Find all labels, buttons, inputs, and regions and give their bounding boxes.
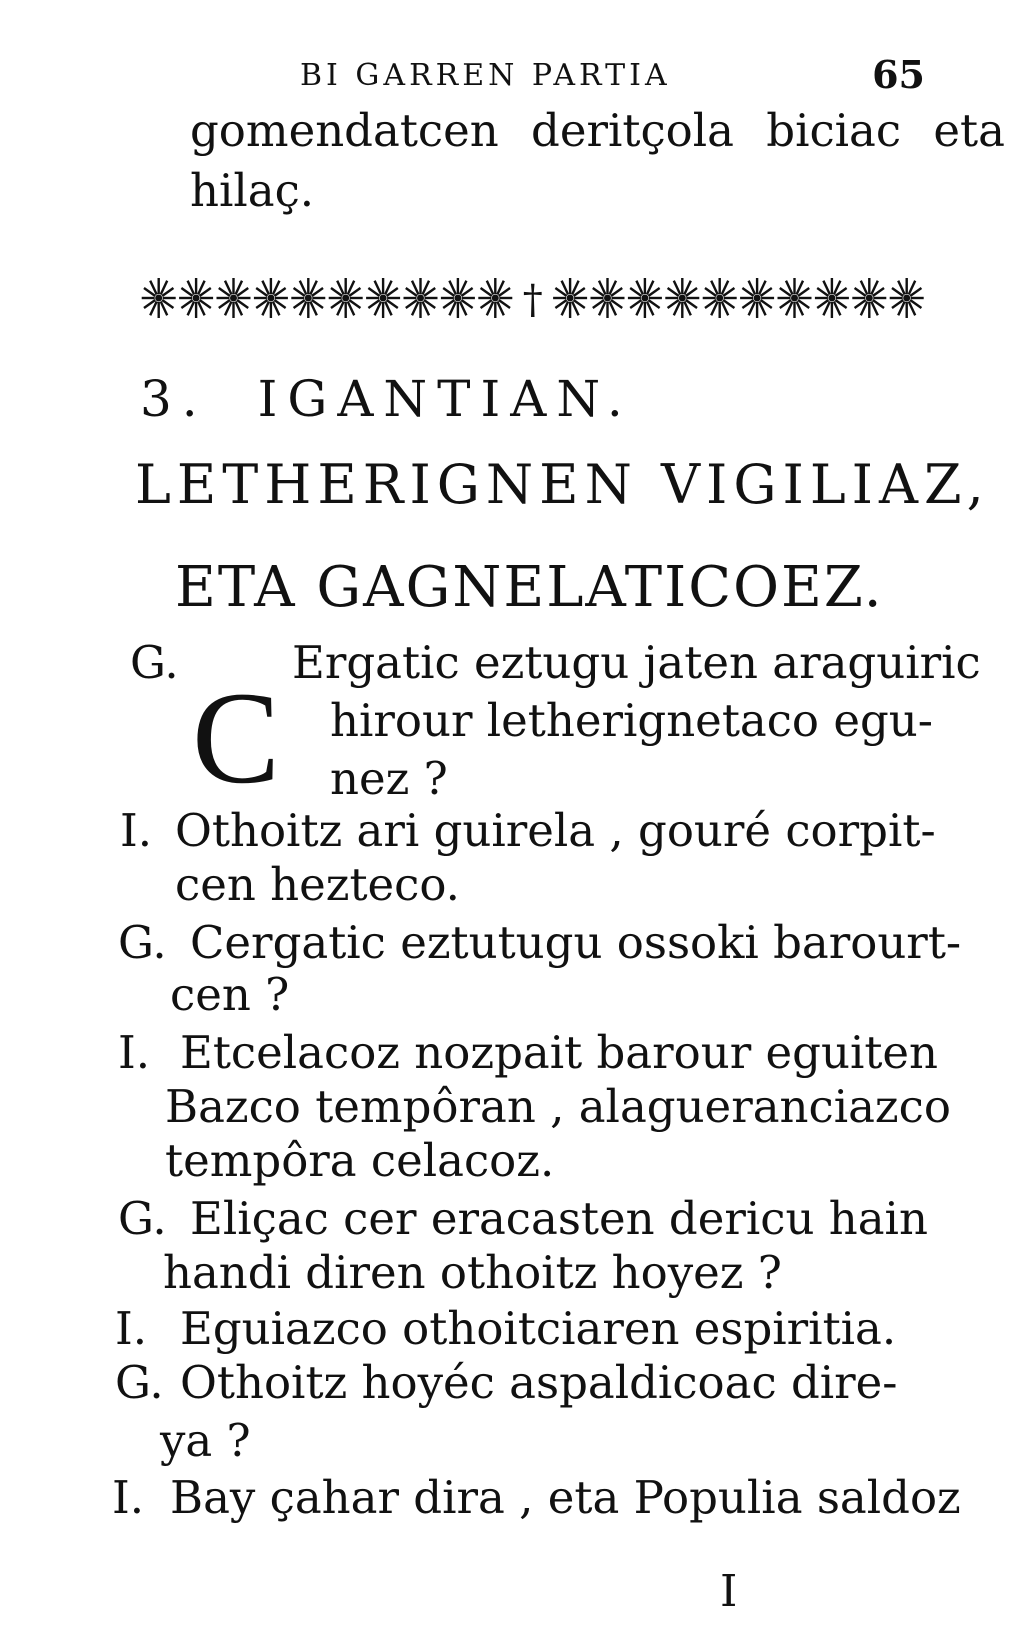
chapter-heading-line-2: ETA GAGNELATICOEZ. xyxy=(175,555,884,620)
ornament-pattern-icon xyxy=(140,275,926,321)
top-text-line-2: hilaç. xyxy=(190,164,315,217)
star-ornament-icon xyxy=(778,278,812,318)
section-header xyxy=(140,370,633,428)
star-ornament-icon xyxy=(179,278,213,318)
star-ornament-icon xyxy=(254,278,288,318)
star-ornament-icon xyxy=(441,278,475,318)
dialogue-line: Othoitz hoyéc aspaldicoac dire- xyxy=(180,1356,898,1409)
star-ornament-icon xyxy=(703,278,737,318)
drop-cap: C xyxy=(192,664,281,811)
page-number: 65 xyxy=(872,52,925,97)
star-ornament-icon xyxy=(291,278,325,318)
star-ornament-icon xyxy=(628,278,662,318)
top-text-line-1 xyxy=(190,104,1005,157)
speaker-label: I. xyxy=(120,804,153,857)
running-head xyxy=(300,52,925,100)
star-ornament-icon xyxy=(478,278,512,318)
speaker-label: G. xyxy=(118,916,167,969)
star-ornament-icon xyxy=(217,278,251,318)
star-ornament-icon xyxy=(553,278,587,318)
dialogue-line: Eguiazco othoitciaren espiritia. xyxy=(180,1302,897,1355)
speaker-label: I. xyxy=(118,1026,151,1079)
top-text-line-1-text: gomendatcen deritçola biciac eta xyxy=(190,104,1005,157)
svg-text:†: † xyxy=(522,277,543,321)
dialogue-line: ya ? xyxy=(160,1414,251,1467)
dialogue-line: Bay çahar dira , eta Populia saldoz xyxy=(170,1471,961,1524)
star-ornament-icon xyxy=(890,278,924,318)
dialogue-line: Bazco tempôran , alagueranciazco xyxy=(165,1080,951,1133)
dialogue-line: Ergatic eztugu jaten araguiric xyxy=(292,636,981,689)
star-ornament-icon xyxy=(852,278,886,318)
speaker-label: G. xyxy=(118,1192,167,1245)
ornament-border xyxy=(140,275,926,321)
star-ornament-icon xyxy=(142,278,176,318)
section-title: IGANTIAN. xyxy=(257,370,633,428)
star-ornament-icon xyxy=(740,278,774,318)
dialogue-line: Othoitz ari guirela , gouré corpit- xyxy=(175,804,936,857)
catchword: I xyxy=(720,1566,738,1617)
star-ornament-icon xyxy=(591,278,625,318)
chapter-heading-line-1: LETHERIGNEN VIGILIAZ, xyxy=(135,453,990,516)
speaker-label: G. xyxy=(130,636,179,689)
dialogue-line: hirour letherignetaco egu- xyxy=(330,694,933,747)
dialogue-line: Cergatic eztutugu ossoki barourt- xyxy=(190,916,962,969)
star-ornament-icon xyxy=(329,278,363,318)
star-ornament-icon xyxy=(366,278,400,318)
speaker-label: I. xyxy=(112,1471,145,1524)
dialogue-line: tempôra celacoz. xyxy=(165,1134,555,1187)
dialogue-line: handi diren othoitz hoyez ? xyxy=(163,1246,782,1299)
star-ornament-icon xyxy=(665,278,699,318)
dialogue-line: Eliçac cer eracasten dericu hain xyxy=(190,1192,928,1245)
running-title: BI GARREN PARTIA xyxy=(300,58,671,93)
dialogue-line: Etcelacoz nozpait barour eguiten xyxy=(180,1026,939,1079)
section-number: 3. xyxy=(140,370,208,428)
speaker-label: G. xyxy=(115,1356,164,1409)
speaker-label: I. xyxy=(115,1302,148,1355)
dialogue-line: cen hezteco. xyxy=(175,858,460,911)
dialogue-line: cen ? xyxy=(170,968,290,1021)
star-ornament-icon xyxy=(404,278,438,318)
star-ornament-icon xyxy=(815,278,849,318)
dialogue-line: nez ? xyxy=(330,752,448,805)
cross-ornament-icon xyxy=(523,277,543,321)
